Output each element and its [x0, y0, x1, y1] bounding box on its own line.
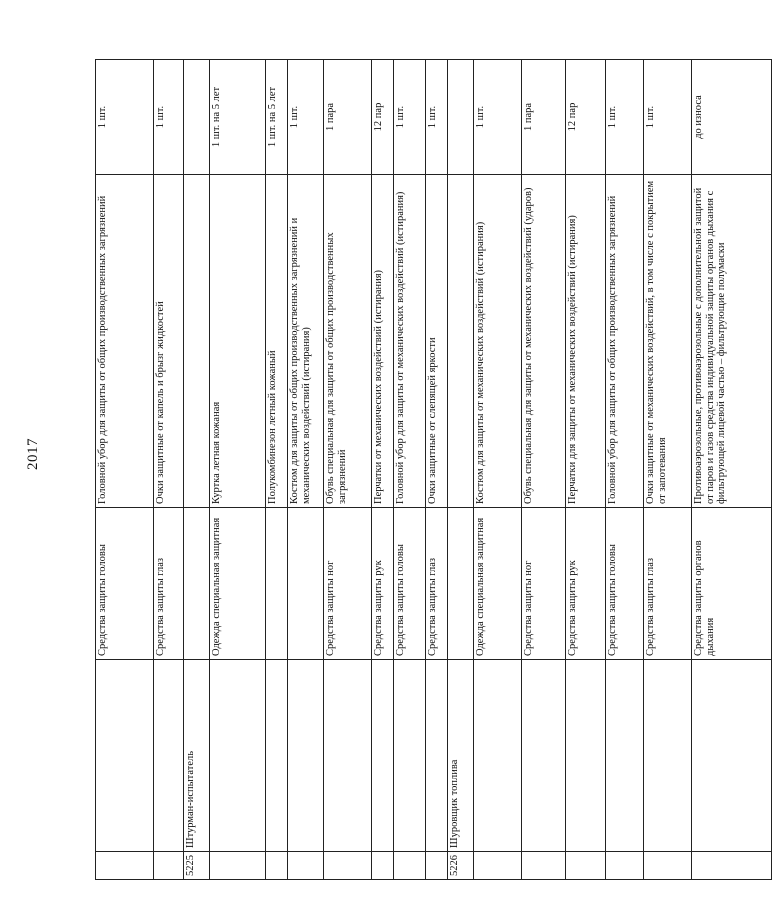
table-row — [566, 60, 606, 880]
ppe-item: Обувь специальная для защиты от общих производственных загрязнений — [324, 175, 372, 508]
table-row — [372, 60, 394, 880]
ppe-item: Очки защитные от капель и брызг жидкостей — [154, 175, 184, 508]
ppe-item: Головной убор для защиты от общих производственных загрязнений — [606, 175, 644, 508]
ppe-category: Средства защиты ног — [522, 508, 566, 660]
ppe-quantity: 1 шт. на 5 лет — [266, 60, 288, 175]
ppe-category: Средства защиты головы — [96, 508, 154, 660]
ppe-quantity: 1 шт. — [644, 60, 692, 175]
profession-name — [692, 660, 772, 852]
table-row — [426, 60, 448, 880]
row-code: 5225 — [184, 852, 210, 880]
page-number: 2017 — [25, 438, 41, 470]
row-code — [522, 852, 566, 880]
ppe-quantity: 12 пар — [372, 60, 394, 175]
ppe-category — [448, 508, 474, 660]
profession-name — [324, 660, 372, 852]
ppe-item: Перчатки для защиты от механических воздействий (истирания) — [566, 175, 606, 508]
profession-name: Штурман-испытатель — [184, 660, 210, 852]
table-row — [394, 60, 426, 880]
ppe-category: Средства защиты глаз — [426, 508, 448, 660]
table-row — [324, 60, 372, 880]
ppe-item: Очки защитные от механических воздействий, в том числе с покрытием от запотевания — [644, 175, 692, 508]
profession-name — [474, 660, 522, 852]
ppe-quantity: 1 пара — [522, 60, 566, 175]
row-code — [426, 852, 448, 880]
ppe-category: Средства защиты ног — [324, 508, 372, 660]
row-code — [154, 852, 184, 880]
ppe-quantity: 1 шт. — [154, 60, 184, 175]
ppe-item: Противоаэрозольные, противоаэрозольные с дополнительной защитой от паров и газов средства индивидуальной защиты органов дыхания с фильтрующей лицевой частью – фильтрующие полумаски — [692, 175, 772, 508]
profession-name — [606, 660, 644, 852]
row-code — [96, 852, 154, 880]
ppe-category — [266, 508, 288, 660]
ppe-table-body — [96, 60, 772, 880]
row-code — [606, 852, 644, 880]
table-row — [448, 60, 474, 880]
ppe-category: Средства защиты рук — [566, 508, 606, 660]
row-code — [210, 852, 266, 880]
ppe-item: Костюм для защиты от общих производственных загрязнений и механических воздействий (истирания) — [288, 175, 324, 508]
profession-name — [522, 660, 566, 852]
row-code — [566, 852, 606, 880]
profession-name — [154, 660, 184, 852]
ppe-category: Средства защиты головы — [394, 508, 426, 660]
profession-name — [288, 660, 324, 852]
ppe-item: Очки защитные от слепящей яркости — [426, 175, 448, 508]
ppe-item — [448, 175, 474, 508]
profession-name — [96, 660, 154, 852]
profession-name — [644, 660, 692, 852]
ppe-category: Средства защиты органов дыхания — [692, 508, 772, 660]
row-code — [288, 852, 324, 880]
profession-name — [426, 660, 448, 852]
table-row — [606, 60, 644, 880]
ppe-quantity: до износа — [692, 60, 772, 175]
ppe-item: Обувь специальная для защиты от механических воздействий (ударов) — [522, 175, 566, 508]
row-code — [266, 852, 288, 880]
ppe-item: Куртка летная кожаная — [210, 175, 266, 508]
ppe-quantity — [448, 60, 474, 175]
row-code — [474, 852, 522, 880]
row-code: 5226 — [448, 852, 474, 880]
ppe-item: Головной убор для защиты от механических воздействий (истирания) — [394, 175, 426, 508]
ppe-item: Головной убор для защиты от общих производственных загрязнений — [96, 175, 154, 508]
profession-name — [566, 660, 606, 852]
ppe-category: Средства защиты глаз — [154, 508, 184, 660]
ppe-category: Одежда специальная защитная — [474, 508, 522, 660]
table-row — [644, 60, 692, 880]
ppe-table-container — [95, 60, 727, 880]
ppe-quantity: 1 шт. — [426, 60, 448, 175]
profession-name — [266, 660, 288, 852]
profession-name — [394, 660, 426, 852]
ppe-category: Средства защиты глаз — [644, 508, 692, 660]
table-row — [210, 60, 266, 880]
ppe-item — [184, 175, 210, 508]
table-row — [474, 60, 522, 880]
ppe-category — [288, 508, 324, 660]
row-code — [644, 852, 692, 880]
ppe-quantity: 1 шт. — [288, 60, 324, 175]
ppe-quantity: 1 шт. — [474, 60, 522, 175]
row-code — [692, 852, 772, 880]
profession-name: Шуровщик топлива — [448, 660, 474, 852]
ppe-quantity: 1 шт. на 5 лет — [210, 60, 266, 175]
profession-name — [210, 660, 266, 852]
table-row — [692, 60, 772, 880]
table-row — [184, 60, 210, 880]
ppe-item: Полукомбинезон летный кожаный — [266, 175, 288, 508]
ppe-category: Одежда специальная защитная — [210, 508, 266, 660]
ppe-table — [95, 59, 772, 880]
ppe-quantity: 1 шт. — [96, 60, 154, 175]
table-row — [154, 60, 184, 880]
ppe-quantity — [184, 60, 210, 175]
table-row — [288, 60, 324, 880]
row-code — [372, 852, 394, 880]
row-code — [394, 852, 426, 880]
ppe-quantity: 1 пара — [324, 60, 372, 175]
ppe-category — [184, 508, 210, 660]
ppe-category: Средства защиты рук — [372, 508, 394, 660]
ppe-quantity: 1 шт. — [606, 60, 644, 175]
ppe-category: Средства защиты головы — [606, 508, 644, 660]
table-row — [266, 60, 288, 880]
ppe-item: Костюм для защиты от механических воздействий (истирания) — [474, 175, 522, 508]
table-row — [522, 60, 566, 880]
ppe-quantity: 12 пар — [566, 60, 606, 175]
profession-name — [372, 660, 394, 852]
ppe-item: Перчатки от механических воздействий (истирания) — [372, 175, 394, 508]
row-code — [324, 852, 372, 880]
ppe-quantity: 1 шт. — [394, 60, 426, 175]
table-row — [96, 60, 154, 880]
